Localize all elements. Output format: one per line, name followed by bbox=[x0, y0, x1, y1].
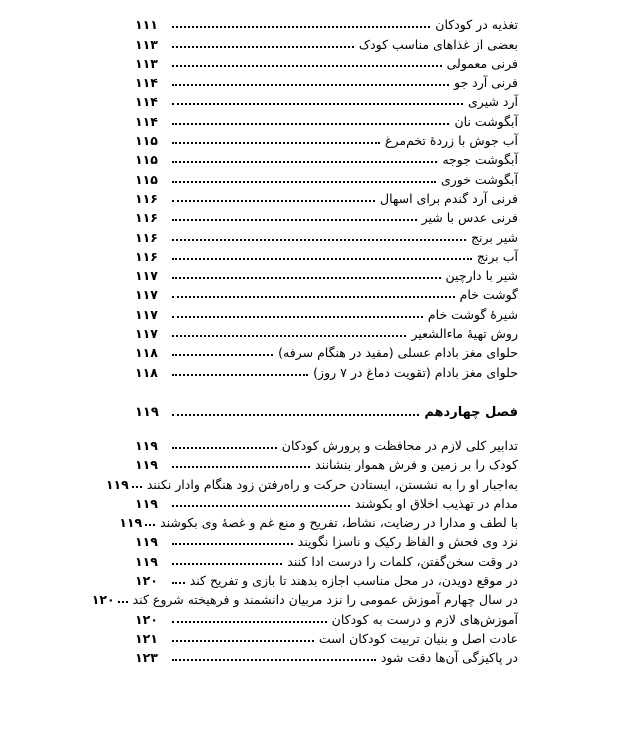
dot-leader bbox=[172, 161, 437, 163]
toc-entry-page-number: ۱۲۳ bbox=[135, 650, 158, 666]
toc-entry-title: فرنی آرد گندم برای اسهال bbox=[380, 190, 518, 206]
toc-entry-title: آرد شیری bbox=[468, 94, 518, 110]
toc-entry-page-number: ۱۱۸ bbox=[135, 345, 158, 361]
toc-entry bbox=[135, 13, 518, 32]
toc-entry bbox=[135, 148, 518, 167]
toc-entry bbox=[105, 472, 518, 492]
toc-entry bbox=[135, 264, 518, 283]
toc-entry-page-number: ۱۱۶ bbox=[135, 248, 158, 264]
toc-entry bbox=[135, 607, 518, 626]
dot-leader bbox=[172, 103, 463, 105]
dot-leader bbox=[172, 447, 277, 449]
toc-entry-title: در موقع دویدن، در محل مناسب اجازه بدهند تا بازی و تفریح کند bbox=[189, 573, 518, 589]
toc-entry bbox=[135, 549, 518, 568]
dot-leader bbox=[172, 621, 327, 623]
dot-leader bbox=[172, 65, 442, 67]
toc-section-1 bbox=[135, 13, 518, 380]
toc-entry-page-number: ۱۱۵ bbox=[135, 152, 158, 168]
dot-leader bbox=[172, 84, 449, 86]
toc-entry-page-number: ۱۲۰ bbox=[135, 611, 158, 627]
dot-leader bbox=[132, 486, 142, 488]
toc-entry-page-number: ۱۱۹ bbox=[135, 437, 158, 453]
toc-entry bbox=[135, 360, 518, 379]
toc-entry bbox=[135, 206, 518, 225]
dot-leader bbox=[172, 142, 380, 144]
toc-entry-title: بعضی از غذاهای مناسب کودک bbox=[358, 36, 518, 52]
toc-entry-page-number: ۱۱۵ bbox=[135, 133, 158, 149]
toc-entry bbox=[135, 225, 518, 244]
toc-entry-page-number: ۱۱۹ bbox=[105, 476, 129, 492]
toc-entry-page-number: ۱۲۰ bbox=[135, 573, 158, 589]
toc-entry-page-number: ۱۱۵ bbox=[135, 171, 158, 187]
chapter-title: فصل چهاردهم bbox=[424, 404, 518, 420]
toc-entry-title: شیر برنج bbox=[470, 229, 518, 245]
toc-entry bbox=[135, 129, 518, 148]
toc-entry-page-number: ۱۱۶ bbox=[135, 210, 158, 226]
toc-entry bbox=[135, 302, 518, 321]
toc-entry-title: تغذیه در کودکان bbox=[435, 17, 518, 33]
table-of-contents bbox=[91, 13, 518, 666]
toc-entry-title: روش تهیهٔ ماءالشعیر bbox=[411, 326, 518, 342]
toc-entry bbox=[135, 32, 518, 51]
dot-leader bbox=[172, 563, 282, 565]
toc-entry-title: مدام در تهذیب اخلاق او بکوشند bbox=[354, 495, 518, 511]
toc-entry-title: آبگوشت جوجه bbox=[442, 152, 518, 168]
toc-entry-page-number: ۱۱۴ bbox=[135, 94, 158, 110]
toc-entry-title: فرنی آرد جو bbox=[454, 75, 518, 91]
toc-entry-page-number: ۱۱۴ bbox=[135, 113, 158, 129]
toc-entry bbox=[119, 511, 518, 531]
toc-entry bbox=[91, 588, 518, 608]
dot-leader bbox=[172, 505, 350, 507]
toc-entry-page-number: ۱۱۶ bbox=[135, 229, 158, 245]
dot-leader bbox=[172, 374, 308, 376]
dot-leader bbox=[172, 181, 436, 183]
toc-entry bbox=[135, 245, 518, 264]
chapter-heading bbox=[135, 394, 518, 420]
toc-entry-page-number: ۱۲۱ bbox=[135, 630, 158, 646]
toc-entry-title: آموزش‌های لازم و درست به کودکان bbox=[331, 611, 518, 627]
dot-leader bbox=[172, 354, 273, 356]
toc-entry bbox=[135, 90, 518, 109]
dot-leader bbox=[172, 200, 375, 202]
toc-entry-title: کودک را بر زمین و فرش هموار بنشانند bbox=[315, 457, 518, 473]
toc-entry-page-number: ۱۱۶ bbox=[135, 190, 158, 206]
toc-entry-title: آب برنج bbox=[476, 248, 518, 264]
toc-entry-title: فرنی عدس با شیر bbox=[421, 210, 518, 226]
toc-entry-title: نزد وی فحش و الفاظ رکیک و ناسزا نگویند bbox=[297, 534, 518, 550]
toc-entry-title: فرنی معمولی bbox=[446, 55, 518, 71]
toc-entry-title: حلوای مغز بادام (تقویت دماغ در ۷ روز) bbox=[313, 364, 518, 380]
dot-leader bbox=[172, 582, 185, 584]
dot-leader bbox=[172, 659, 376, 661]
dot-leader bbox=[172, 466, 310, 468]
toc-entry-title: آب جوش با زردهٔ تخم‌مرغ bbox=[385, 133, 518, 149]
toc-entry bbox=[135, 167, 518, 186]
toc-entry bbox=[135, 453, 518, 472]
dot-leader bbox=[172, 640, 314, 642]
toc-entry-page-number: ۱۱۱ bbox=[135, 17, 158, 33]
chapter-page-number: ۱۱۹ bbox=[135, 404, 159, 420]
toc-entry-page-number: ۱۱۹ bbox=[119, 515, 143, 531]
toc-entry-title: گوشت خام bbox=[459, 287, 518, 303]
toc-entry-title: در پاکیزگی آن‌ها دقت شود bbox=[380, 650, 518, 666]
toc-section-2 bbox=[91, 434, 518, 666]
toc-entry-page-number: ۱۱۹ bbox=[135, 457, 158, 473]
toc-entry-title: آبگوشت خوری bbox=[440, 171, 518, 187]
toc-entry bbox=[135, 71, 518, 90]
dot-leader bbox=[172, 543, 293, 545]
toc-entry bbox=[135, 322, 518, 341]
toc-entry-page-number: ۱۱۸ bbox=[135, 364, 158, 380]
toc-entry-title: در وقت سخن‌گفتن، کلمات را درست ادا کنند bbox=[287, 553, 518, 569]
toc-entry-page-number: ۱۱۳ bbox=[135, 55, 158, 71]
toc-entry bbox=[135, 341, 518, 360]
toc-entry-title: شیر با دارچین bbox=[445, 268, 518, 284]
toc-entry-page-number: ۱۱۹ bbox=[135, 534, 158, 550]
toc-entry bbox=[135, 283, 518, 302]
toc-entry-title: به‌اجبار او را به نشستن، ایستادن حرکت و راه‌رفتن زود هنگام وادار نکنند bbox=[146, 476, 518, 492]
toc-entry bbox=[135, 434, 518, 453]
toc-entry-title: با لطف و مدارا در رضایت، نشاط، تفریح و منع غم و غصهٔ وی بکوشند bbox=[160, 515, 518, 531]
toc-entry bbox=[135, 569, 518, 588]
toc-entry-page-number: ۱۱۳ bbox=[135, 36, 158, 52]
toc-entry-title: تدابیر کلی لازم در محافظت و پرورش کودکان bbox=[281, 437, 518, 453]
toc-entry-title: شیرهٔ گوشت خام bbox=[427, 306, 518, 322]
toc-entry bbox=[135, 627, 518, 646]
toc-entry bbox=[135, 492, 518, 511]
dot-leader bbox=[172, 414, 419, 416]
dot-leader bbox=[118, 601, 128, 603]
dot-leader bbox=[172, 296, 455, 298]
toc-entry bbox=[135, 646, 518, 665]
dot-leader bbox=[172, 46, 354, 48]
toc-entry bbox=[135, 52, 518, 71]
toc-entry-title: حلوای مغز بادام عسلی (مفید در هنگام سرفه) bbox=[278, 345, 518, 361]
dot-leader bbox=[172, 239, 466, 241]
toc-entry-page-number: ۱۲۰ bbox=[91, 592, 115, 608]
dot-leader bbox=[172, 316, 423, 318]
toc-entry-page-number: ۱۱۷ bbox=[135, 287, 158, 303]
toc-entry-title: عادت اصل و بنیان تربیت کودکان است bbox=[318, 630, 518, 646]
toc-entry-title: در سال چهارم آموزش عمومی را نزد مربیان دانشمند و فرهیخته شروع کند bbox=[132, 592, 518, 608]
dot-leader bbox=[172, 335, 406, 337]
dot-leader bbox=[172, 219, 417, 221]
toc-entry-title: آبگوشت نان bbox=[454, 113, 518, 129]
toc-entry-page-number: ۱۱۹ bbox=[135, 495, 158, 511]
dot-leader bbox=[172, 258, 472, 260]
toc-entry-page-number: ۱۱۷ bbox=[135, 326, 158, 342]
dot-leader bbox=[172, 277, 441, 279]
dot-leader bbox=[172, 123, 449, 125]
toc-entry-page-number: ۱۱۷ bbox=[135, 306, 158, 322]
toc-entry bbox=[135, 109, 518, 128]
toc-entry-page-number: ۱۱۹ bbox=[135, 553, 158, 569]
dot-leader bbox=[172, 26, 430, 28]
toc-entry bbox=[135, 530, 518, 549]
dot-leader bbox=[145, 524, 155, 526]
toc-entry-page-number: ۱۱۴ bbox=[135, 75, 158, 91]
toc-entry-page-number: ۱۱۷ bbox=[135, 268, 158, 284]
toc-entry bbox=[135, 187, 518, 206]
